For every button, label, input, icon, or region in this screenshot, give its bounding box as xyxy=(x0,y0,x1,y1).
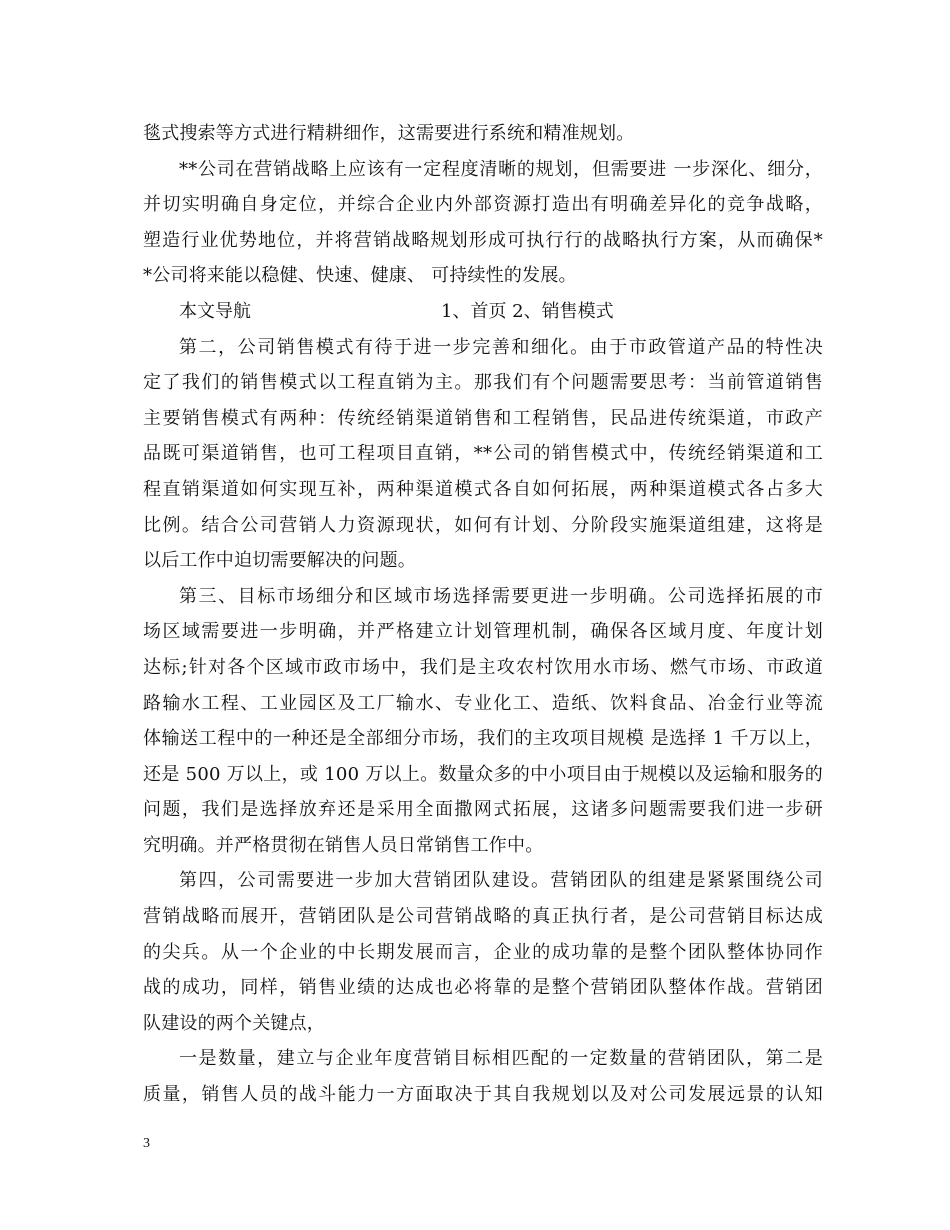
text-line: 质量，销售人员的战斗能力一方面取决于其自我规划以及对公司发展远景的认知 xyxy=(143,1084,823,1106)
text-line: 场区域需要进一步明确，并严格建立计划管理机制，确保各区域月度、年度计划 xyxy=(143,621,823,643)
text-line: 比例。结合公司营销人力资源现状，如何有计划、分阶段实施渠道组建，这将是 xyxy=(143,514,823,536)
text-line: 一是数量，建立与企业年度营销目标相匹配的一定数量的营销团队，第二是 xyxy=(179,1048,823,1070)
text-line: 究明确。并严格贯彻在销售人员日常销售工作中。 xyxy=(143,834,544,856)
text-line: 还是 500 万以上，或 100 万以上。数量众多的中小项目由于规模以及运输和服务的 xyxy=(143,763,823,785)
navigation-links[interactable]: 1、首页 2、销售模式 xyxy=(441,300,614,322)
text-line: 程直销渠道如何实现互补，两种渠道模式各自如何拓展，两种渠道模式各占多大 xyxy=(143,478,823,500)
text-line: 定了我们的销售模式以工程直销为主。那我们有个问题需要思考：当前管道销售 xyxy=(143,372,823,394)
article-navigation xyxy=(143,294,823,330)
text-line: 的尖兵。从一个企业的中长期发展而言，企业的成功靠的是整个团队整体协同作 xyxy=(143,941,823,963)
text-line: 以后工作中迫切需要解决的问题。 xyxy=(143,550,416,572)
text-line: 问题，我们是选择放弃还是采用全面撒网式拓展，这诸多问题需要我们进一步研 xyxy=(143,799,823,821)
text-line: 战的成功，同样，销售业绩的达成也必将靠的是整个营销团队整体作战。营销团 xyxy=(143,977,823,999)
page-number: 3 xyxy=(143,1136,150,1151)
navigation-label: 本文导航 xyxy=(179,300,251,322)
text-line: 并切实明确自身定位，并综合企业内外部资源打造出有明确差异化的竞争战略， xyxy=(143,194,823,216)
text-line: 第四，公司需要进一步加大营销团队建设。营销团队的组建是紧紧围绕公司 xyxy=(179,870,823,892)
text-line: 营销战略而展开，营销团队是公司营销战略的真正执行者，是公司营销目标达成 xyxy=(143,906,823,928)
text-line: 第二，公司销售模式有待于进一步完善和细化。由于市政管道产品的特性决 xyxy=(179,336,823,358)
document-body xyxy=(143,116,823,1113)
text-line: 塑造行业优势地位，并将营销战略规划形成可执行行的战略执行方案，从而确保* xyxy=(143,229,823,251)
text-line: *公司将来能以稳健、快速、健康、 可持续性的发展。 xyxy=(143,265,577,287)
text-line: 路输水工程、工业园区及工厂输水、专业化工、造纸、饮料食品、冶金行业等流 xyxy=(143,692,823,714)
text-line: 毯式搜索等方式进行精耕细作，这需要进行系统和精准规划。 xyxy=(143,123,635,144)
text-line: 品既可渠道销售，也可工程项目直销，**公司的销售模式中，传统经销渠道和工 xyxy=(143,443,823,465)
text-line: 第三、目标市场细分和区域市场选择需要更进一步明确。公司选择拓展的市 xyxy=(179,585,823,607)
text-line: 达标;针对各个区域市政市场中，我们是主攻农村饮用水市场、燃气市场、市政道 xyxy=(143,656,823,678)
text-line: **公司在营销战略上应该有一定程度清晰的规划，但需要进 一步深化、细分， xyxy=(179,158,823,180)
text-line: 主要销售模式有两种：传统经销渠道销售和工程销售，民品进传统渠道，市政产 xyxy=(143,407,823,429)
text-line: 体输送工程中的一种还是全部细分市场，我们的主攻项目规模 是选择 1 千万以上， xyxy=(143,728,823,750)
text-line: 队建设的两个关键点， xyxy=(143,1012,325,1034)
